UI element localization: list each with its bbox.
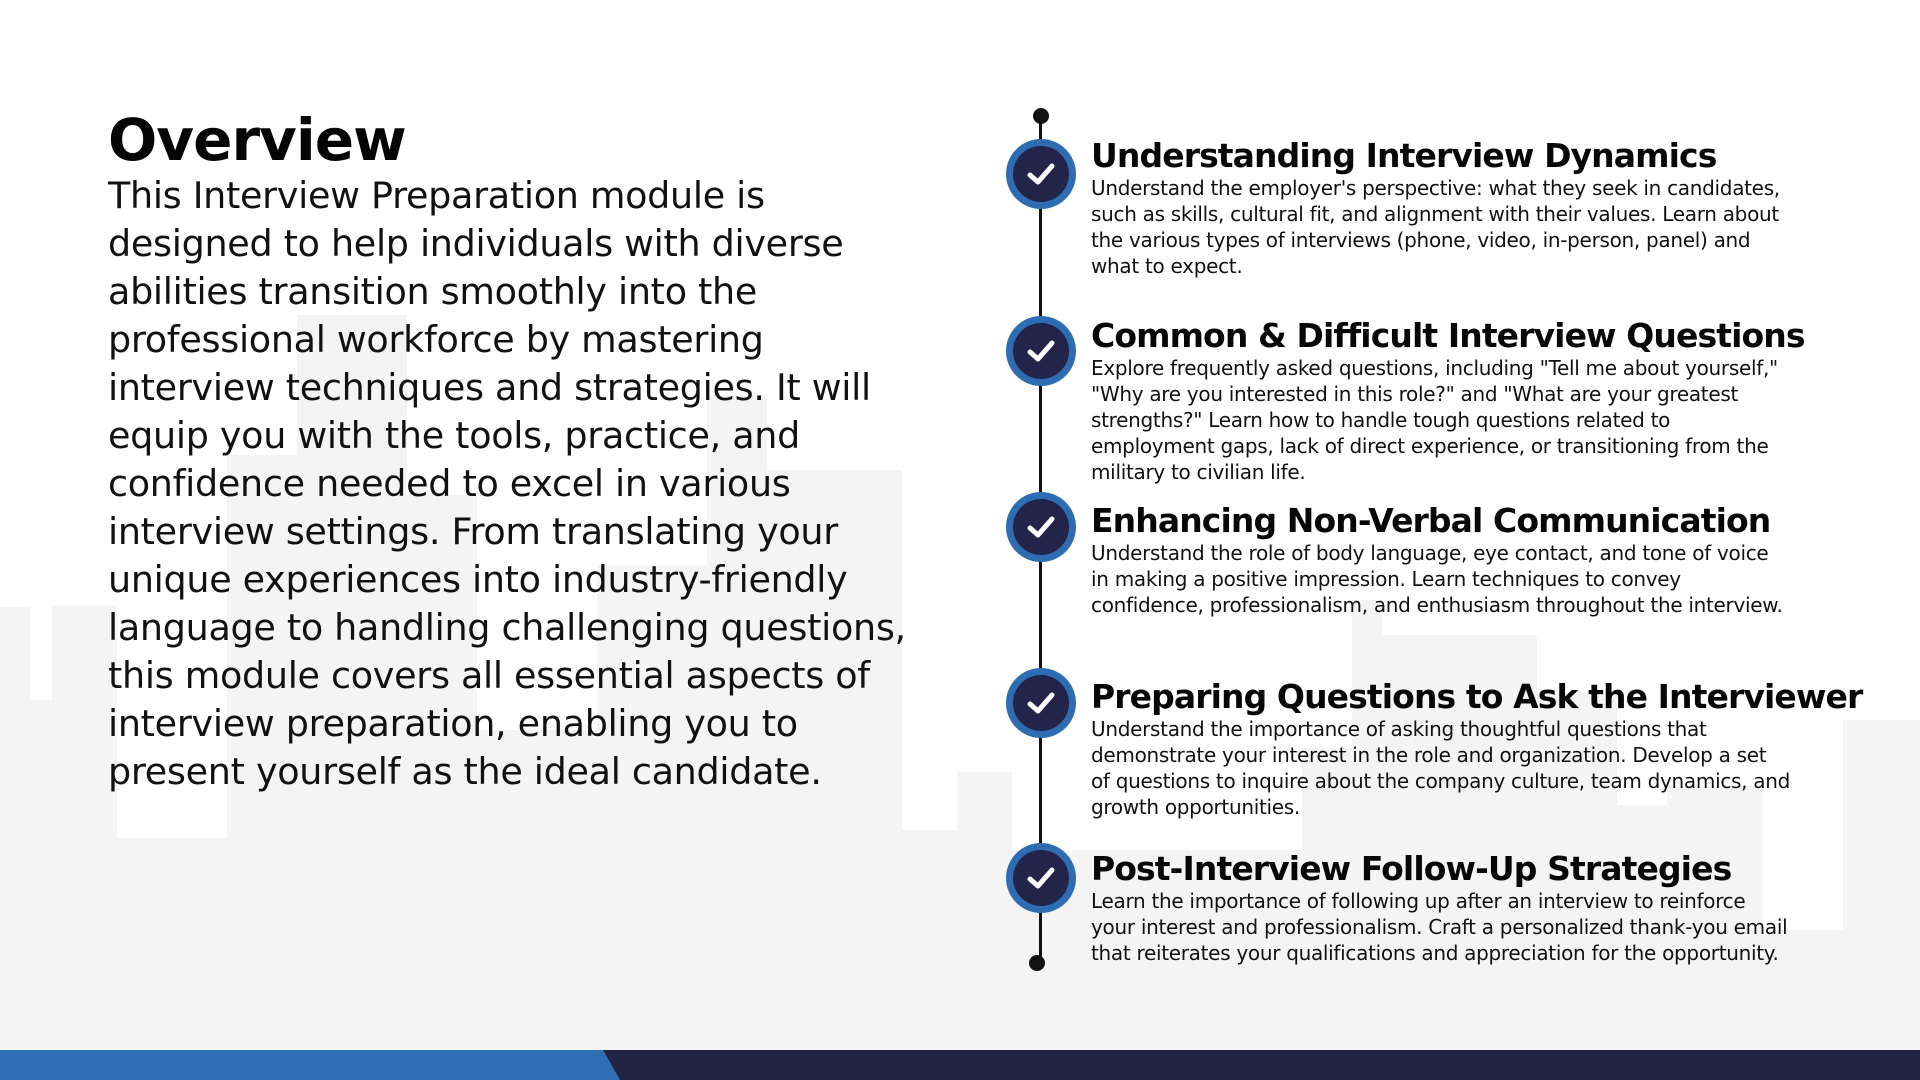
item-description: Understand the role of body language, eye contact, and tone of voice in making a positive impression. Learn techniques to convey confidence, professionalism, and enthusiasm throughout the interview. [1091, 541, 1783, 617]
timeline-item-non-verbal [1091, 502, 1871, 618]
check-icon [1006, 843, 1076, 913]
check-icon [1006, 139, 1076, 209]
item-description: Understand the importance of asking thoughtful questions that demonstrate your interest in the role and organization. Develop a set of questions to inquire about the company culture, team dynamics, and growth opportunities. [1091, 717, 1790, 819]
timeline-start-dot [1033, 108, 1049, 124]
item-title: Common & Difficult Interview Questions [1091, 316, 1805, 355]
item-description: Explore frequently asked questions, including "Tell me about yourself," "Why are you interested in this role?" and "What are your greatest strengths?" Learn how to handle tough questions related to employment gaps, lack of direct experience, or transitioning from the military to civilian life. [1091, 356, 1778, 484]
item-title: Enhancing Non-Verbal Communication [1091, 501, 1771, 540]
timeline-item-questions-to-ask [1091, 678, 1871, 820]
check-icon [1006, 316, 1076, 386]
item-title: Understanding Interview Dynamics [1091, 136, 1717, 175]
item-title: Post-Interview Follow-Up Strategies [1091, 849, 1732, 888]
timeline-item-interview-questions [1091, 317, 1871, 485]
timeline-item-interview-dynamics [1091, 137, 1871, 279]
overview-text: This Interview Preparation module is designed to help individuals with diverse abilities transition smoothly into the professional workforce by mastering interview techniques and strategies. It will equip you with the tools, practice, and confidence needed to excel in various interview settings. From translating your unique experiences into industry-friendly language to handling challenging questions, this module covers all essential aspects of interview preparation, enabling you to present yourself as the ideal candidate. [108, 174, 906, 793]
item-description: Learn the importance of following up after an interview to reinforce your interest and professionalism. Craft a personalized thank-you email that reiterates your qualifications and appreciation for the opportunity. [1091, 889, 1788, 965]
check-icon [1006, 492, 1076, 562]
timeline-end-dot [1029, 955, 1045, 971]
item-title: Preparing Questions to Ask the Interviewer [1091, 677, 1863, 716]
page-title: Overview [108, 106, 406, 174]
timeline-item-follow-up [1091, 850, 1871, 966]
check-icon [1006, 668, 1076, 738]
item-description: Understand the employer's perspective: what they seek in candidates, such as skills, cultural fit, and alignment with their values. Learn about the various types of interviews (phone, video, in-person, panel) and what to expect. [1091, 176, 1780, 278]
